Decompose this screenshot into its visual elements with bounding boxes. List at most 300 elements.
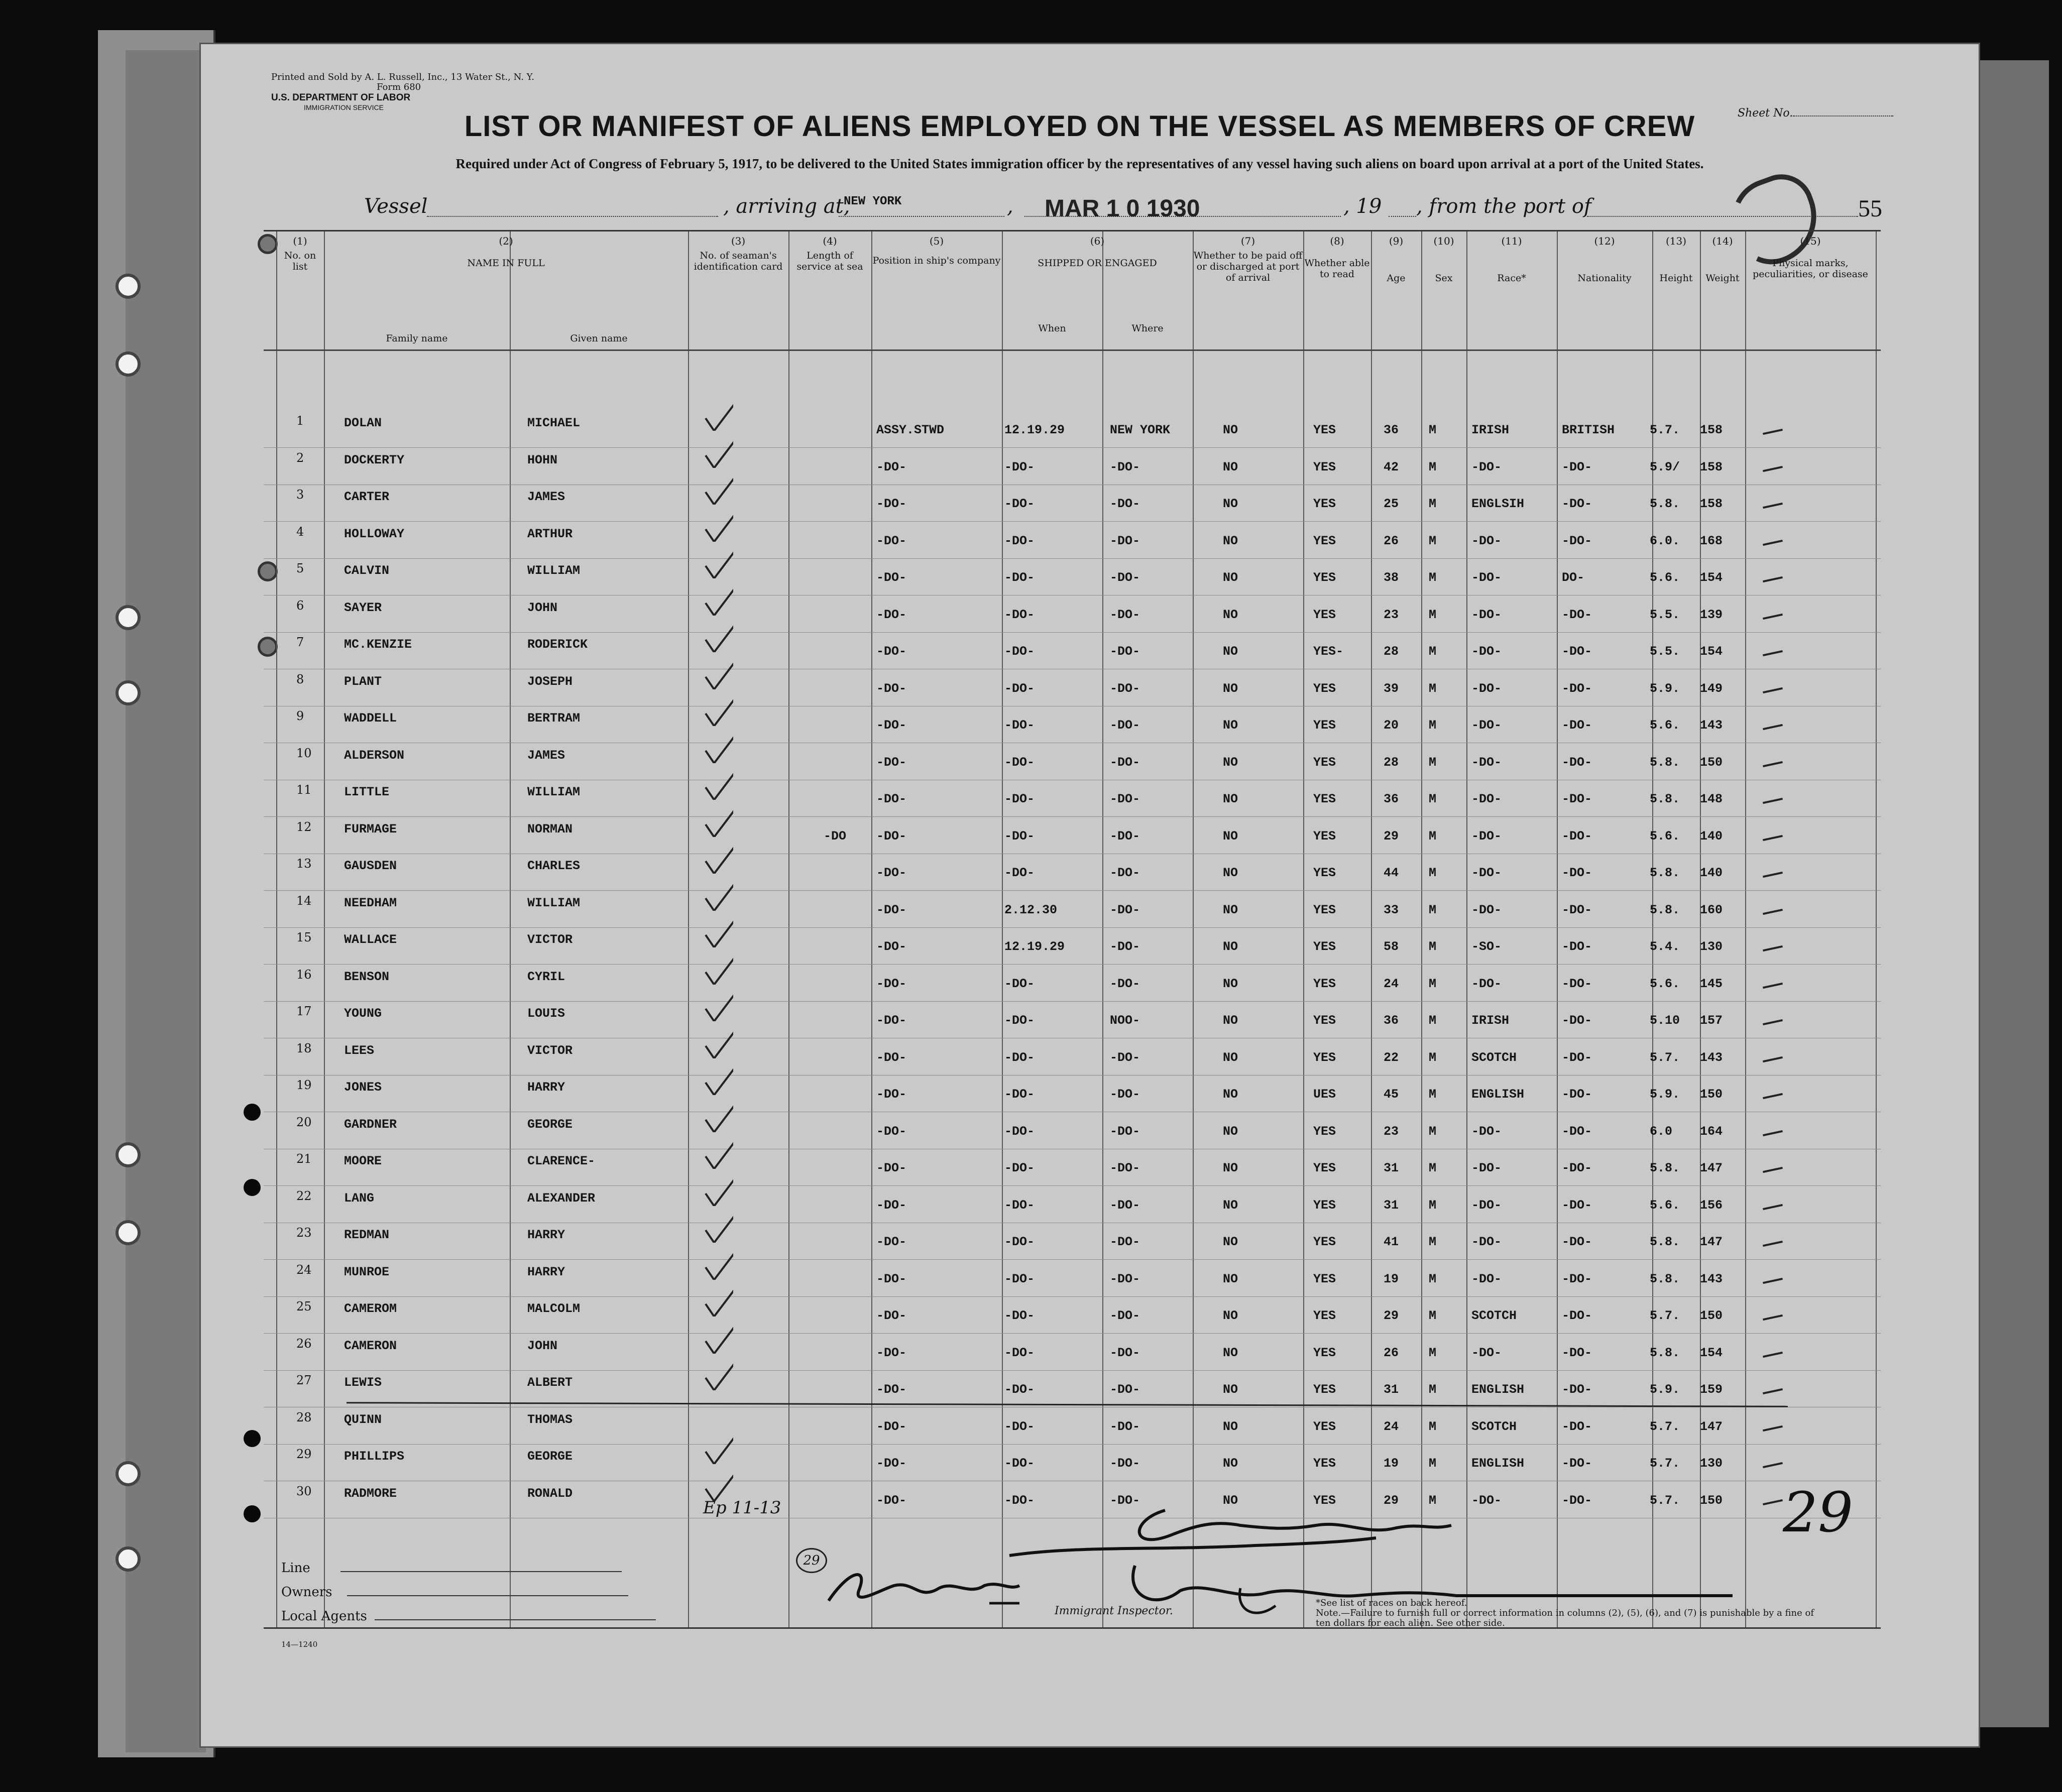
col-header-no: No. on list: [284, 250, 316, 272]
cell-weight: 157: [1700, 1013, 1723, 1028]
cell-family: RADMORE: [344, 1486, 397, 1501]
cell-family: QUINN: [344, 1412, 382, 1427]
cell-weight: 156: [1700, 1198, 1723, 1213]
row-rule: [264, 447, 1881, 448]
punch-hole: [244, 1505, 261, 1522]
cell-family: MOORE: [344, 1154, 382, 1168]
cell-weight: 154: [1700, 644, 1723, 659]
cell-sex: M: [1429, 718, 1437, 733]
cell-read: YES: [1313, 1456, 1336, 1471]
cell-sex: M: [1429, 902, 1437, 917]
cell-family: GAUSDEN: [344, 859, 397, 873]
col-num: (11): [1501, 235, 1522, 247]
cell-sex: M: [1429, 828, 1437, 844]
cell-weight: 147: [1700, 1235, 1723, 1249]
cell-read: YES: [1313, 792, 1336, 806]
check-mark: [703, 1018, 733, 1058]
cell-where: -DO-: [1110, 1124, 1140, 1139]
cell-race: -DO-: [1471, 1161, 1502, 1175]
check-mark: [703, 1313, 733, 1354]
cell-read: YES: [1313, 423, 1336, 437]
check-mark: [703, 428, 733, 468]
cell-sex: M: [1429, 1382, 1437, 1397]
vessel-label: Vessel: [364, 195, 428, 218]
col-num: (5): [929, 235, 944, 247]
row-number: 8: [296, 672, 304, 686]
cell-read: YES: [1313, 1419, 1336, 1434]
col-header-service: Length of service at sea: [796, 250, 863, 272]
cell-family: GARDNER: [344, 1117, 397, 1132]
binder-hole: [116, 680, 141, 705]
row-number: 11: [296, 783, 312, 797]
cell-race: -DO-: [1471, 1198, 1502, 1213]
cell-where: -DO-: [1110, 1456, 1140, 1471]
cell-where: -DO-: [1110, 1087, 1140, 1102]
department-name: U.S. DEPARTMENT OF LABOR: [271, 92, 411, 103]
cell-read: YES: [1313, 570, 1336, 585]
check-mark: [703, 981, 733, 1021]
cell-position: -DO-: [876, 1345, 907, 1360]
cell-position: -DO-: [876, 1050, 907, 1065]
cell-position: -DO-: [876, 1235, 907, 1249]
cell-family: CALVIN: [344, 563, 390, 578]
cell-height: 5.5.: [1650, 607, 1680, 622]
manifest-sheet: [201, 44, 1979, 1746]
cell-when: -DO-: [1004, 976, 1035, 991]
cell-given: THOMAS: [527, 1412, 573, 1427]
cell-height: 5.8.: [1650, 755, 1680, 770]
col-header-height: Height: [1659, 273, 1693, 284]
punch-hole: [244, 1179, 261, 1196]
cell-nat: -DO-: [1562, 755, 1592, 770]
cell-where: -DO-: [1110, 570, 1140, 585]
col-header-where: Where: [1131, 323, 1164, 334]
cell-weight: 158: [1700, 459, 1723, 474]
cell-age: 28: [1384, 755, 1399, 770]
cell-age: 31: [1384, 1382, 1399, 1397]
cell-where: -DO-: [1110, 976, 1140, 991]
cell-nat: -DO-: [1562, 681, 1592, 696]
cell-race: -DO-: [1471, 1124, 1502, 1139]
cell-position: -DO-: [876, 644, 907, 659]
check-mark: [703, 575, 733, 616]
check-mark: [703, 1461, 733, 1501]
cell-weight: 143: [1700, 1271, 1723, 1286]
cell-sex: M: [1429, 976, 1437, 991]
row-number: 28: [296, 1410, 312, 1424]
cell-where: NOO-: [1110, 1013, 1140, 1028]
cell-height: 5.8.: [1650, 497, 1680, 511]
cell-age: 19: [1384, 1271, 1399, 1286]
row-number: 13: [296, 857, 312, 871]
check-mark: [703, 1166, 733, 1206]
cell-position: -DO-: [876, 570, 907, 585]
cell-when: -DO-: [1004, 866, 1035, 880]
cell-where: -DO-: [1110, 1345, 1140, 1360]
cell-where: -DO-: [1110, 644, 1140, 659]
cell-weight: 150: [1700, 1308, 1723, 1323]
cell-paid: NO: [1223, 1345, 1238, 1360]
cell-nat: -DO-: [1562, 497, 1592, 511]
cell-position: -DO-: [876, 1087, 907, 1102]
row-number: 30: [296, 1484, 312, 1498]
row-rule: [264, 521, 1881, 522]
row-number: 22: [296, 1188, 312, 1203]
check-mark: [703, 1424, 733, 1464]
cell-weight: 160: [1700, 902, 1723, 917]
cell-when: 2.12.30: [1004, 902, 1058, 917]
owners-label: Owners: [281, 1585, 332, 1600]
cell-paid: NO: [1223, 1419, 1238, 1434]
cell-family: DOLAN: [344, 416, 382, 430]
check-mark: [703, 797, 733, 837]
form-number: Form 680: [377, 82, 421, 92]
row-number: 1: [296, 414, 304, 428]
cell-given: VICTOR: [527, 932, 573, 947]
cell-where: -DO-: [1110, 792, 1140, 806]
line-label: Line: [281, 1561, 310, 1576]
cell-race: ENGLISH: [1471, 1382, 1525, 1397]
col-num: (10): [1433, 235, 1454, 247]
cell-age: 23: [1384, 1124, 1399, 1139]
cell-paid: NO: [1223, 1271, 1238, 1286]
cell-read: YES: [1313, 755, 1336, 770]
cell-when: -DO-: [1004, 718, 1035, 733]
cell-position: -DO-: [876, 866, 907, 880]
row-number: 10: [296, 746, 312, 760]
row-rule: [264, 632, 1881, 633]
cell-family: YOUNG: [344, 1006, 382, 1021]
cell-paid: NO: [1223, 755, 1238, 770]
cell-height: 6.0.: [1650, 533, 1680, 548]
cell-height: 5.9.: [1650, 681, 1680, 696]
cell-weight: 154: [1700, 1345, 1723, 1360]
row-number: 17: [296, 1004, 312, 1018]
col-header-physical-marks: Physical marks, peculiarities, or disease: [1753, 258, 1868, 280]
cell-where: -DO-: [1110, 607, 1140, 622]
cell-when: -DO-: [1004, 1345, 1035, 1360]
check-mark: [703, 1240, 733, 1280]
row-rule: [264, 1075, 1881, 1076]
cell-given: VICTOR: [527, 1043, 573, 1058]
cell-read: YES: [1313, 866, 1336, 880]
cell-position: -DO-: [876, 681, 907, 696]
cell-when: -DO-: [1004, 1382, 1035, 1397]
cell-nat: -DO-: [1562, 1013, 1592, 1028]
cell-given: MICHAEL: [527, 416, 581, 430]
cell-paid: NO: [1223, 1235, 1238, 1249]
cell-where: -DO-: [1110, 1161, 1140, 1175]
cell-sex: M: [1429, 939, 1437, 954]
cell-race: -DO-: [1471, 755, 1502, 770]
cell-weight: 168: [1700, 533, 1723, 548]
row-number: 26: [296, 1336, 312, 1351]
cell-height: 5.9.: [1650, 1382, 1680, 1397]
cell-read: YES: [1313, 533, 1336, 548]
cell-height: 5.6.: [1650, 976, 1680, 991]
cell-age: 19: [1384, 1456, 1399, 1471]
cell-sex: M: [1429, 423, 1437, 437]
cell-height: 5.6.: [1650, 570, 1680, 585]
cell-nat: -DO-: [1562, 1493, 1592, 1508]
cell-race: -DO-: [1471, 1271, 1502, 1286]
cell-given: ARTHUR: [527, 526, 573, 541]
row-number: 19: [296, 1078, 312, 1092]
check-mark: [703, 612, 733, 652]
col-num: (8): [1330, 235, 1344, 247]
cell-sex: M: [1429, 497, 1437, 511]
cell-read: YES: [1313, 902, 1336, 917]
cell-where: -DO-: [1110, 1382, 1140, 1397]
cell-height: 5.7.: [1650, 1419, 1680, 1434]
cell-position: -DO-: [876, 902, 907, 917]
col-header-given: Given name: [570, 333, 628, 344]
col-num: (1): [293, 235, 307, 247]
cell-race: SCOTCH: [1471, 1308, 1517, 1323]
cell-given: RONALD: [527, 1486, 573, 1501]
date-stamp: MAR 1 0 1930: [1045, 195, 1200, 222]
cell-race: ENGLISH: [1471, 1087, 1525, 1102]
cell-given: NORMAN: [527, 821, 573, 837]
cell-weight: 164: [1700, 1124, 1723, 1139]
sheet-number: 55: [1858, 195, 1882, 222]
cell-race: -DO-: [1471, 644, 1502, 659]
cell-height: 5.7.: [1650, 1308, 1680, 1323]
cell-age: 22: [1384, 1050, 1399, 1065]
cell-age: 36: [1384, 792, 1399, 806]
col-num: (2): [499, 235, 513, 247]
cell-position: -DO-: [876, 1271, 907, 1286]
cell-paid: NO: [1223, 792, 1238, 806]
cell-given: HOHN: [527, 452, 558, 467]
cell-where: -DO-: [1110, 1271, 1140, 1286]
row-number: 23: [296, 1226, 312, 1240]
cell-age: 20: [1384, 718, 1399, 733]
cell-paid: NO: [1223, 533, 1238, 548]
cell-given: JAMES: [527, 490, 565, 504]
cell-height: 5.8.: [1650, 866, 1680, 880]
cell-paid: NO: [1223, 1308, 1238, 1323]
cell-age: 23: [1384, 607, 1399, 622]
cell-nat: -DO-: [1562, 902, 1592, 917]
cell-age: 24: [1384, 976, 1399, 991]
crew-table: [264, 230, 1881, 1629]
cell-sex: M: [1429, 866, 1437, 880]
cell-paid: NO: [1223, 902, 1238, 917]
cell-weight: 130: [1700, 1456, 1723, 1471]
col-header-sex: Sex: [1435, 273, 1453, 284]
cell-family: HOLLOWAY: [344, 526, 405, 541]
col-header-race: Race*: [1497, 273, 1526, 284]
cell-age: 26: [1384, 1345, 1399, 1360]
cell-where: -DO-: [1110, 533, 1140, 548]
cell-read: YES: [1313, 976, 1336, 991]
cell-given: CLARENCE-: [527, 1154, 596, 1168]
cell-sex: M: [1429, 681, 1437, 696]
cell-position: -DO-: [876, 459, 907, 474]
row-rule: [264, 890, 1881, 891]
form-code: 14—1240: [281, 1640, 318, 1649]
punch-hole: [244, 1430, 261, 1447]
cell-race: ENGLSIH: [1471, 497, 1525, 511]
cell-paid: NO: [1223, 607, 1238, 622]
cell-height: 5.8.: [1650, 902, 1680, 917]
cell-nat: -DO-: [1562, 1124, 1592, 1139]
cell-position: -DO-: [876, 1308, 907, 1323]
cell-read: YES: [1313, 939, 1336, 954]
cell-nat: DO-: [1562, 570, 1585, 585]
row-number: 25: [296, 1299, 312, 1313]
row-rule: [264, 1333, 1881, 1334]
cell-paid: NO: [1223, 976, 1238, 991]
cell-paid: NO: [1223, 1382, 1238, 1397]
cell-read: YES-: [1313, 644, 1344, 659]
cell-where: -DO-: [1110, 1235, 1140, 1249]
cell-given: JAMES: [527, 748, 565, 763]
row-number: 2: [296, 450, 304, 465]
inspector-label: Immigrant Inspector.: [1055, 1605, 1173, 1617]
cell-weight: 149: [1700, 681, 1723, 696]
cell-race: -DO-: [1471, 459, 1502, 474]
cell-weight: 150: [1700, 1493, 1723, 1508]
cell-read: YES: [1313, 1013, 1336, 1028]
cell-where: -DO-: [1110, 1198, 1140, 1213]
cell-where: NEW YORK: [1110, 423, 1171, 437]
vessel-line: Vessel , arriving at, , , 19 , from the port of: [261, 195, 1918, 225]
row-number: 21: [296, 1152, 312, 1166]
cell-read: YES: [1313, 1124, 1336, 1139]
row-number: 7: [296, 635, 304, 649]
cell-height: 5.9/: [1650, 459, 1680, 474]
cell-family: CARTER: [344, 490, 390, 504]
cell-race: -DO-: [1471, 976, 1502, 991]
cell-age: 39: [1384, 681, 1399, 696]
col-header-position: Position in ship's company: [872, 255, 1001, 266]
cell-sex: M: [1429, 459, 1437, 474]
race-note: *See list of races on back hereof.: [1316, 1598, 1467, 1608]
cell-nat: -DO-: [1562, 1087, 1592, 1102]
cell-weight: 145: [1700, 976, 1723, 991]
cell-read: YES: [1313, 718, 1336, 733]
page-title: LIST OR MANIFEST OF ALIENS EMPLOYED ON THE VESSEL AS MEMBERS OF CREW: [464, 110, 1695, 143]
cell-where: -DO-: [1110, 1419, 1140, 1434]
cell-given: ALEXANDER: [527, 1190, 596, 1206]
signature-inspector: [819, 1561, 1029, 1616]
cell-weight: 158: [1700, 423, 1723, 437]
binder-hole: [116, 1220, 141, 1245]
cell-nat: BRITISH: [1562, 423, 1615, 437]
cell-when: -DO-: [1004, 828, 1035, 844]
col-num: (14): [1712, 235, 1733, 247]
cell-age: 38: [1384, 570, 1399, 585]
cell-read: YES: [1313, 1382, 1336, 1397]
cell-paid: NO: [1223, 1124, 1238, 1139]
cell-given: ALBERT: [527, 1375, 573, 1390]
cell-nat: -DO-: [1562, 976, 1592, 991]
cell-when: -DO-: [1004, 1124, 1035, 1139]
col-num: (15): [1800, 235, 1821, 247]
cell-paid: NO: [1223, 459, 1238, 474]
cell-age: 31: [1384, 1198, 1399, 1213]
cell-service: -DO: [824, 828, 847, 844]
cell-age: 36: [1384, 423, 1399, 437]
row-rule: [264, 1259, 1881, 1260]
binder-strip-right: [1974, 60, 2049, 1727]
punch-hole: [244, 1104, 261, 1121]
cell-paid: NO: [1223, 828, 1238, 844]
col-header-age: Age: [1387, 273, 1406, 284]
cell-position: -DO-: [876, 1198, 907, 1213]
cell-nat: -DO-: [1562, 533, 1592, 548]
footnotes: [1316, 1598, 1818, 1628]
cell-where: -DO-: [1110, 828, 1140, 844]
cell-paid: NO: [1223, 939, 1238, 954]
cell-read: YES: [1313, 1198, 1336, 1213]
cell-where: -DO-: [1110, 1308, 1140, 1323]
cell-when: -DO-: [1004, 755, 1035, 770]
cell-height: 5.7.: [1650, 1456, 1680, 1471]
binder-hole: [116, 1546, 141, 1572]
agents-field: [281, 1609, 656, 1624]
row-number: 27: [296, 1373, 312, 1387]
cell-read: YES: [1313, 1345, 1336, 1360]
cell-height: 5.8.: [1650, 1235, 1680, 1249]
cell-paid: NO: [1223, 644, 1238, 659]
check-mark: [703, 1276, 733, 1317]
cell-height: 6.0: [1650, 1124, 1673, 1139]
cell-given: JOSEPH: [527, 674, 573, 689]
cell-position: -DO-: [876, 939, 907, 954]
check-mark: [703, 1350, 733, 1390]
cell-age: 42: [1384, 459, 1399, 474]
cell-position: -DO-: [876, 755, 907, 770]
cell-race: -DO-: [1471, 570, 1502, 585]
printer-line: Printed and Sold by A. L. Russell, Inc., 13 Water St., N. Y.: [271, 72, 534, 82]
cell-position: -DO-: [876, 1493, 907, 1508]
cell-height: 5.4.: [1650, 939, 1680, 954]
cell-position: -DO-: [876, 1013, 907, 1028]
cell-sex: M: [1429, 1271, 1437, 1286]
cell-read: YES: [1313, 1235, 1336, 1249]
cell-age: 36: [1384, 1013, 1399, 1028]
cell-sex: M: [1429, 1493, 1437, 1508]
cell-position: -DO-: [876, 718, 907, 733]
cell-sex: M: [1429, 1161, 1437, 1175]
cell-height: 5.7.: [1650, 423, 1680, 437]
line-field: [281, 1561, 622, 1576]
binder-strip-inner: [126, 50, 206, 1752]
cell-when: -DO-: [1004, 1235, 1035, 1249]
cell-given: CHARLES: [527, 859, 581, 873]
cell-age: 45: [1384, 1087, 1399, 1102]
cell-family: PLANT: [344, 674, 382, 689]
cell-race: -DO-: [1471, 1493, 1502, 1508]
cell-when: -DO-: [1004, 1198, 1035, 1213]
cell-read: YES: [1313, 1308, 1336, 1323]
arriving-port-stamp: NEW YORK: [844, 195, 902, 208]
cell-paid: NO: [1223, 1050, 1238, 1065]
cell-read: YES: [1313, 607, 1336, 622]
cell-race: -DO-: [1471, 1345, 1502, 1360]
check-mark: [703, 686, 733, 726]
cell-height: 5.8.: [1650, 792, 1680, 806]
cell-height: 5.6.: [1650, 1198, 1680, 1213]
cell-age: 33: [1384, 902, 1399, 917]
row-number: 20: [296, 1115, 312, 1129]
cell-when: -DO-: [1004, 497, 1035, 511]
cell-race: ENGLISH: [1471, 1456, 1525, 1471]
cell-weight: 143: [1700, 1050, 1723, 1065]
